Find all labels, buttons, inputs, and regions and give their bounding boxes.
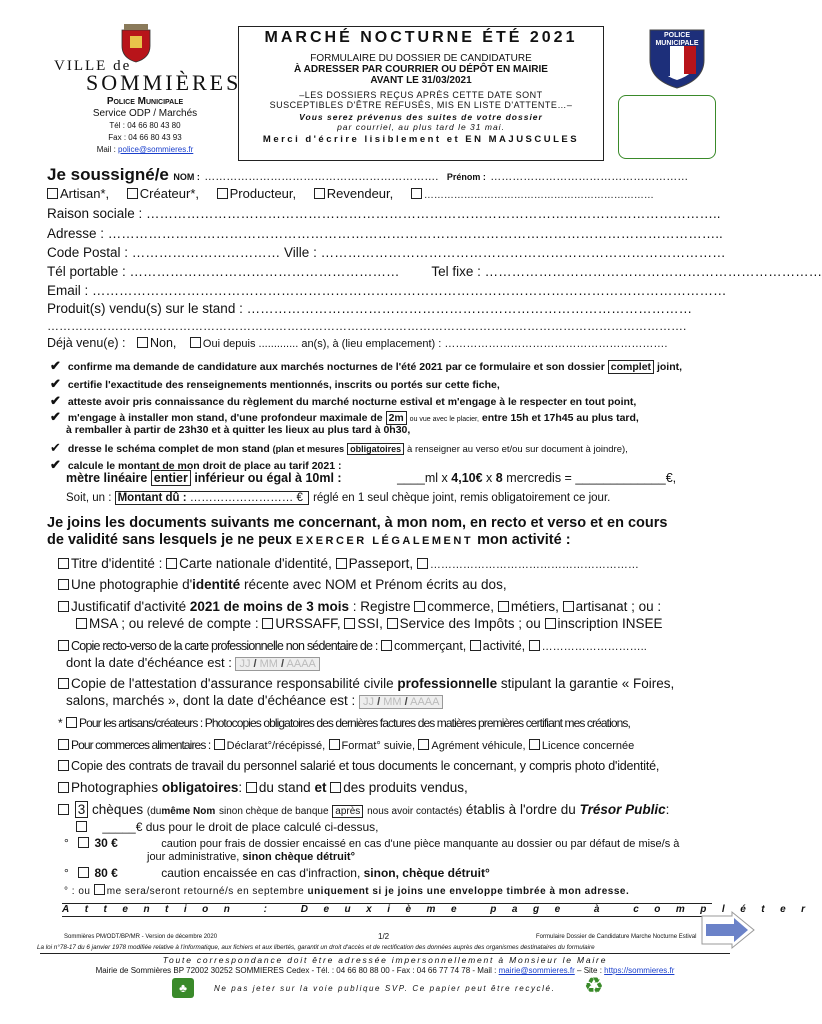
produits-field[interactable]: Produit(s) vendu(s) sur le stand : ……………………………………………………………………………………… (47, 301, 693, 316)
check-icon: ✔ (50, 409, 61, 424)
other-category-checkbox[interactable] (411, 188, 422, 199)
cheques-count: 3 (75, 801, 89, 818)
artisanat-label: artisanat ; ou : (575, 599, 662, 614)
adresse-field[interactable]: Adresse : ……………………………………………………………………………………………………………………….. (47, 226, 723, 241)
photo-identite-label-1: Une photographie d' (71, 577, 193, 592)
form-title: MARCHÉ NOCTURNE ÉTÉ 2021 (264, 29, 578, 46)
footer-doc-title: Formulaire Dossier de Candidature Marche Nocturne Estival (536, 934, 697, 940)
createur-label: Créateur*, (139, 186, 200, 201)
tarif-metre-label: mètre linéaire (66, 471, 148, 485)
no-littering-icon: ♣ (172, 978, 194, 998)
agrement-checkbox[interactable] (418, 739, 429, 750)
assurance-checkbox[interactable] (58, 678, 69, 689)
form-deadline: AVANT LE 31/03/2021 (370, 75, 472, 86)
footer-mail-link[interactable]: mairie@sommieres.fr (498, 966, 575, 975)
photos-checkbox[interactable] (58, 782, 69, 793)
docs-heading-1: Je joins les documents suivants me concernant, à mon nom, en recto et verso et en cours (47, 515, 668, 531)
prenom-label: Prénom : (446, 172, 486, 182)
photo-stand-checkbox[interactable] (246, 782, 257, 793)
cheque-30-checkbox[interactable] (78, 837, 89, 848)
titre-identite-checkbox[interactable] (58, 558, 69, 569)
oui-field[interactable]: Oui depuis ............. an(s), à (lieu emplacement) : ……………………………………………………. (202, 338, 668, 350)
tarif-entier: entier (151, 470, 191, 486)
nom-field[interactable]: ………………………………………………………. (204, 171, 439, 183)
tarif-total-field[interactable]: mercredis = _____________€, (506, 471, 677, 485)
photo-identite-label-2: identité (192, 577, 241, 592)
contrats-checkbox[interactable] (58, 760, 69, 771)
check-5-text: dresse le schéma complet de mon stand (67, 443, 270, 455)
cheque-80-amount: 80 € (94, 866, 118, 880)
recycle-icon: ♻ (584, 973, 604, 998)
formation-checkbox[interactable] (329, 739, 340, 750)
check-icon: ✔ (50, 358, 61, 373)
producteur-label: Producteur, (229, 186, 297, 201)
cheque-30-label-2: jour administrative, (147, 851, 240, 863)
autre-carte-checkbox[interactable] (529, 640, 540, 651)
check-4-text: m'engage à installer mon stand, d'une profondeur maximale de (67, 412, 383, 424)
check-4-depth: 2m (386, 411, 407, 425)
docs-heading-2: de validité sans lesquels je ne peux (47, 532, 292, 548)
retour-condition: uniquement si je joins une enveloppe timbrée à mon adresse. (307, 886, 630, 897)
degree-mark: ° (64, 836, 69, 850)
revendeur-checkbox[interactable] (314, 188, 325, 199)
footer-site-label: – Site : (577, 966, 602, 975)
footer-version: Sommières PM/ODT/BP/MR - Version de décembre 2020 (64, 934, 218, 940)
retour-label: me sera/seront retourné/s en septembre (106, 886, 305, 897)
warning-1: –LES DOSSIERS REÇUS APRÈS CETTE DATE SONT (299, 90, 543, 100)
artisan-label: Artisan*, (60, 186, 110, 201)
justificatif-checkbox[interactable] (58, 601, 69, 612)
notice-3: Merci d'écrire lisiblement et EN MAJUSCULES (262, 134, 580, 145)
photo-identite-checkbox[interactable] (58, 579, 69, 590)
jj-placeholder: JJ (363, 696, 375, 708)
factures-label: Pour les artisans/créateurs : Photocopies obligatoires des dernières factures des matières premières certifiant mes créations, (79, 716, 630, 730)
echeance-carte-date[interactable]: JJ / MM / AAAA (235, 657, 319, 671)
cheques-label: chèques (92, 802, 144, 817)
photo-produits-checkbox[interactable] (330, 782, 341, 793)
aaaa-placeholder: AAAA (286, 658, 316, 670)
check-icon: ✔ (50, 376, 61, 391)
cheques-note-3: nous avoir contactés) (367, 806, 463, 817)
revendeur-label: Revendeur, (326, 186, 394, 201)
other-category-field[interactable]: …………………………………………………………… (423, 190, 654, 201)
photo-frame (618, 95, 716, 159)
photo-identite-label-3: récente avec NOM et Prénom écrits au dos, (243, 577, 507, 592)
photos-label: Photographies (71, 780, 159, 795)
attention-text: Attention : Deuxième page à compléter (62, 904, 821, 915)
docs-heading-legal: EXERCER LÉGALEMENT (296, 535, 474, 547)
assurance-label: Copie de l'attestation d'assurance responsabilité civile (71, 676, 394, 691)
check-3-text: atteste avoir pris connaissance du règlement du marché nocturne estival et m'engage à le respecter en tout point, (67, 396, 637, 408)
metiers-checkbox[interactable] (498, 601, 509, 612)
formation-label: Format° suivie, (341, 740, 416, 752)
photos-obligatoires: obligatoires (161, 780, 239, 795)
commercant-checkbox[interactable] (381, 640, 392, 651)
montant-label: Montant dû : (117, 492, 187, 504)
assurance-pro: professionnelle (397, 676, 498, 691)
carte-pro-checkbox[interactable] (58, 640, 69, 651)
cheques-ordre: établis à l'ordre du (465, 802, 576, 817)
metiers-label: métiers, (510, 599, 559, 614)
soit-label: Soit, un : (66, 492, 112, 504)
check-1-end: joint, (656, 361, 683, 373)
retour-checkbox[interactable] (94, 884, 105, 895)
mm-placeholder: MM (383, 696, 402, 708)
contrats-label: Copie des contrats de travail du personnel salarié et tous documents le concernant, y compris photo d'identité, (71, 759, 660, 773)
title-box (238, 26, 604, 161)
cp-ville-field[interactable]: Code Postal : …………………………… Ville : ……………………………………………………………………………… (47, 245, 726, 260)
warning-2: SUSCEPTIBLES D'ÊTRE REFUSÉS, MIS EN LISTE D'ATTENTE…– (269, 100, 573, 110)
assurance-echeance-label: salons, marchés », dont la date d'échéance est : (66, 693, 356, 708)
justificatif-label: Justificatif d'activité (71, 599, 187, 614)
cheques-meme-nom: même Nom (161, 806, 216, 817)
cheque-80-label: caution encaissée en cas d'infraction, (161, 866, 361, 880)
montant-field[interactable]: ……………………… € (189, 492, 303, 504)
police-contact (60, 96, 230, 156)
check-6-text: calcule le montant de mon droit de place au tarif 2021 : (67, 460, 342, 472)
photos-colon: : (238, 780, 243, 795)
cni-label: Carte nationale d'identité, (179, 556, 332, 571)
cheque-droit-checkbox[interactable] (76, 821, 87, 832)
town-name-line1: VILLE de (54, 58, 132, 74)
aaaa-placeholder: AAAA (410, 696, 440, 708)
licence-label: Licence concernée (541, 740, 635, 752)
justificatif-date: 2021 de moins de 3 mois (189, 599, 349, 614)
mail-label: Mail : (96, 145, 116, 154)
non-checkbox[interactable] (137, 337, 148, 348)
email-field[interactable]: Email : …………………………………………………………………………………………………………………………… (47, 283, 727, 298)
autre-identite-checkbox[interactable] (417, 558, 428, 569)
factures-checkbox[interactable] (66, 717, 77, 728)
footer-rule (40, 953, 730, 954)
artisanat-checkbox[interactable] (563, 601, 574, 612)
tel-label: Tél : 04 66 80 43 80 (109, 121, 181, 130)
check-1-complet: complet (608, 360, 654, 374)
montant-box[interactable] (115, 491, 309, 505)
impots-checkbox[interactable] (387, 618, 398, 629)
retour-prefix: ° : ou (64, 886, 91, 897)
asterisk-mark: * (58, 716, 63, 730)
cheques-apres: après (332, 805, 363, 818)
photo-produits-label: des produits vendus, (343, 780, 468, 795)
assurance-echeance-date[interactable]: JJ / MM / AAAA (359, 695, 443, 709)
ssi-label: SSI, (357, 616, 383, 631)
agrement-label: Agrément véhicule, (431, 740, 526, 752)
cheques-colon: : (665, 802, 670, 817)
producteur-checkbox[interactable] (217, 188, 228, 199)
police-title: Police Municipale (106, 96, 184, 107)
docs-heading-3: mon activité : (477, 532, 571, 548)
alimentaire-checkbox[interactable] (58, 739, 69, 750)
tarif-x: x (486, 471, 493, 485)
nom-label: NOM : (173, 172, 200, 182)
urssaf-label: URSSAFF, (275, 616, 341, 631)
echeance-carte-label: dont la date d'échéance est : (66, 655, 232, 670)
activite-checkbox[interactable] (470, 640, 481, 651)
service-label: Service ODP / Marchés (92, 108, 198, 119)
next-page-arrow[interactable] (700, 912, 756, 957)
mm-placeholder: MM (259, 658, 278, 670)
tarif-ml-field[interactable]: ____ml x (397, 471, 448, 485)
prenom-field[interactable]: ……………………………………………… (490, 171, 689, 183)
soussigne-label: Je soussigné/e (47, 165, 169, 184)
mail-link[interactable]: police@sommieres.fr (118, 145, 194, 154)
tarif-price: 4,10€ (451, 471, 483, 485)
assurance-garantie: stipulant la garantie « Foires, (500, 676, 675, 691)
tarif-count: 8 (495, 471, 503, 485)
photo-stand-label: du stand (258, 780, 311, 795)
titre-identite-label: Titre d'identité : (71, 556, 163, 571)
notice-2: par courriel, au plus tard le 31 mai. (337, 122, 505, 132)
check-icon: ✔ (50, 457, 61, 472)
msa-checkbox[interactable] (76, 618, 87, 629)
check-icon: ✔ (50, 440, 61, 455)
autre-identite-field[interactable]: ………………………………………………… (429, 559, 639, 571)
form-subtitle-1: FORMULAIRE DU DOSSIER DE CANDIDATURE (310, 53, 532, 64)
cheque-30-amount: 30 € (94, 836, 118, 850)
autre-carte-field[interactable]: ……………………….. (541, 641, 647, 653)
cheques-note-2: sinon chèque de banque (218, 806, 329, 817)
check-2-text: certifie l'exactitude des renseignements mentionnés, inscrits ou portés sur cette fiche, (67, 379, 500, 391)
tresor-public: Trésor Public (579, 802, 666, 817)
tarif-max-label: inférieur ou égal à 10ml : (194, 471, 342, 485)
activite-label: activité, (482, 639, 526, 653)
commercant-label: commerçant, (394, 639, 467, 653)
check-4-note: ou vue avec le placier, (409, 416, 479, 423)
check-5-end: à renseigner au verso et/ou sur document à joindre), (407, 444, 628, 455)
cheques-checkbox[interactable] (58, 804, 69, 815)
cni-checkbox[interactable] (166, 558, 177, 569)
check-5-plan: (plan et mesures (272, 444, 345, 454)
carte-pro-label: Copie recto-verso de la carte professionnelle non sédentaire de : (71, 639, 378, 653)
footer-address: Mairie de Sommières BP 72002 30252 SOMMIERES Cedex - Tél. : 04 66 80 88 00 - Fax : 04 66 77 74 78 - Mail : (95, 966, 497, 975)
deja-venu-label: Déjà venu(e) : (47, 336, 126, 350)
cheques-note-1: (du (146, 806, 162, 817)
footer-recycle-text: Ne pas jeter sur la voie publique SVP. Ce papier peut être recyclé. (214, 984, 556, 993)
registre-label: : Registre (352, 599, 411, 614)
notice-1: Vous serez prévenus des suites de votre dossier (299, 112, 543, 122)
jj-placeholder: JJ (239, 658, 251, 670)
attention-bar (62, 903, 821, 917)
passeport-checkbox[interactable] (336, 558, 347, 569)
cheque-80-checkbox[interactable] (78, 867, 89, 878)
form-subtitle-2: À ADRESSER PAR COURRIER OU DÉPÔT EN MAIRIE (294, 64, 548, 75)
declaration-checkbox[interactable] (214, 739, 225, 750)
footer-page: 1/2 (378, 932, 390, 941)
insee-checkbox[interactable] (545, 618, 556, 629)
ssi-checkbox[interactable] (344, 618, 355, 629)
degree-mark: ° (64, 866, 69, 880)
check-1-text: confirme ma demande de candidature aux marchés nocturnes de l'été 2021 par ce formulaire et son dossier (67, 361, 605, 373)
footer-loi: La loi n°78-17 du 6 janvier 1978 modifiée relative à l'informatique, aux fichiers et aux libertés, garantit un droit d'accès et de rectification des données auprès des organismes destinataires du formulaire (37, 944, 595, 951)
fax-label: Fax : 04 66 80 43 93 (108, 133, 182, 142)
msa-label: MSA ; ou relevé de compte : (89, 616, 259, 631)
badge-text: POLICE MUNICIPALE (655, 32, 699, 47)
footer-correspondance: Toute correspondance doit être adressée impersonnellement à Monsieur le Maire (162, 955, 608, 965)
footer-site-link[interactable]: https://sommieres.fr (604, 966, 675, 975)
photos-et: et (314, 780, 327, 795)
oui-checkbox[interactable] (190, 337, 201, 348)
town-name-line2: SOMMIÈRES (86, 70, 242, 95)
commerce-label: commerce, (427, 599, 495, 614)
commerce-checkbox[interactable] (414, 601, 425, 612)
cheque-30-label: caution pour frais de dossier encaissé en cas d'une pièce manquante au dossier ou par défaut de mise/s à (161, 838, 680, 850)
impots-label: Service des Impôts ; ou (399, 616, 541, 631)
check-4-hours: entre 15h et 17h45 au plus tard, (481, 412, 639, 424)
raison-sociale-field[interactable]: Raison sociale : ……………………………………………………………………………………………………………….. (47, 206, 721, 221)
passeport-label: Passeport, (348, 556, 414, 571)
licence-checkbox[interactable] (529, 739, 540, 750)
tel-portable-field[interactable]: Tél portable : …………………………………………………… (47, 264, 400, 279)
declaration-label: Déclarat°/récépissé, (226, 740, 326, 752)
urssaf-checkbox[interactable] (262, 618, 273, 629)
check-icon: ✔ (50, 393, 61, 408)
produits-field-2[interactable]: ……………………………………………………………………………………………………………………………………………. (47, 319, 687, 333)
cheque-80-detruit: sinon, chèque détruit° (363, 866, 490, 880)
artisan-checkbox[interactable] (47, 188, 58, 199)
insee-label: inscription INSEE (557, 616, 663, 631)
createur-checkbox[interactable] (127, 188, 138, 199)
tel-fixe-field[interactable]: Tel fixe : ………………………………………………………………… (431, 264, 822, 279)
check-5-obligatoires: obligatoires (347, 443, 404, 455)
alimentaire-label: Pour commerces alimentaires : (71, 738, 211, 752)
regle-label: réglé en 1 seul chèque joint, remis obligatoirement ce jour. (313, 492, 611, 504)
cheque-30-detruit: sinon chèque détruit° (242, 851, 355, 863)
non-label: Non, (150, 336, 177, 350)
check-4-remballer: à remballer à partir de 23h30 et à quitter les lieux au plus tard à 0h30, (66, 424, 411, 436)
cheque-droit-label: _____€ dus pour le droit de place calculé ci-dessus, (102, 820, 379, 834)
